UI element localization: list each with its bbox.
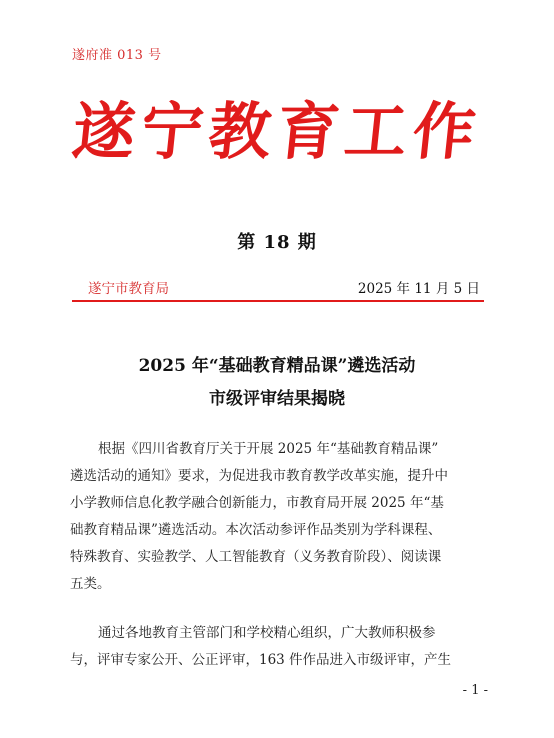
issuer-date-row	[80, 277, 480, 299]
issue-number: 第 18 期	[237, 232, 317, 253]
document-number: 遂府准 013 号	[72, 48, 162, 63]
article-title-line-1: 2025 年“基础教育精品课”遴选活动	[138, 356, 416, 376]
paragraph-line: 小学教师信息化教学融合创新能力，市教育局开展 2025 年“基	[70, 495, 444, 511]
paragraph-line: 根据《四川省教育厅关于开展 2025 年“基础教育精品课”	[98, 441, 439, 457]
paragraph-line: 与，评审专家公开、公正评审，163 件作品进入市级评审，产生	[70, 652, 452, 668]
masthead-title: 遂宁教育工作	[69, 95, 485, 168]
paragraph-line: 五类。	[70, 576, 111, 592]
issuer-name: 遂宁市教育局	[88, 281, 169, 297]
paragraph-line: 特殊教育、实验教学、人工智能教育（义务教育阶段）、阅读课	[70, 549, 442, 565]
paragraph-line: 通过各地教育主管部门和学校精心组织，广大教师积极参	[98, 625, 436, 641]
red-divider-line	[72, 300, 484, 302]
body-paragraph-1	[70, 436, 482, 598]
paragraph-line: 遴选活动的通知》要求，为促进我市教育教学改革实施，提升中	[70, 468, 448, 484]
page-number: - 1 -	[462, 683, 488, 698]
issue-date: 2025 年 11 月 5 日	[357, 281, 480, 297]
article-title-line-2: 市级评审结果揭晓	[209, 389, 345, 409]
body-paragraph-2	[70, 620, 482, 674]
paragraph-line: 础教育精品课”遴选活动。本次活动参评作品类别为学科课程、	[70, 522, 442, 538]
